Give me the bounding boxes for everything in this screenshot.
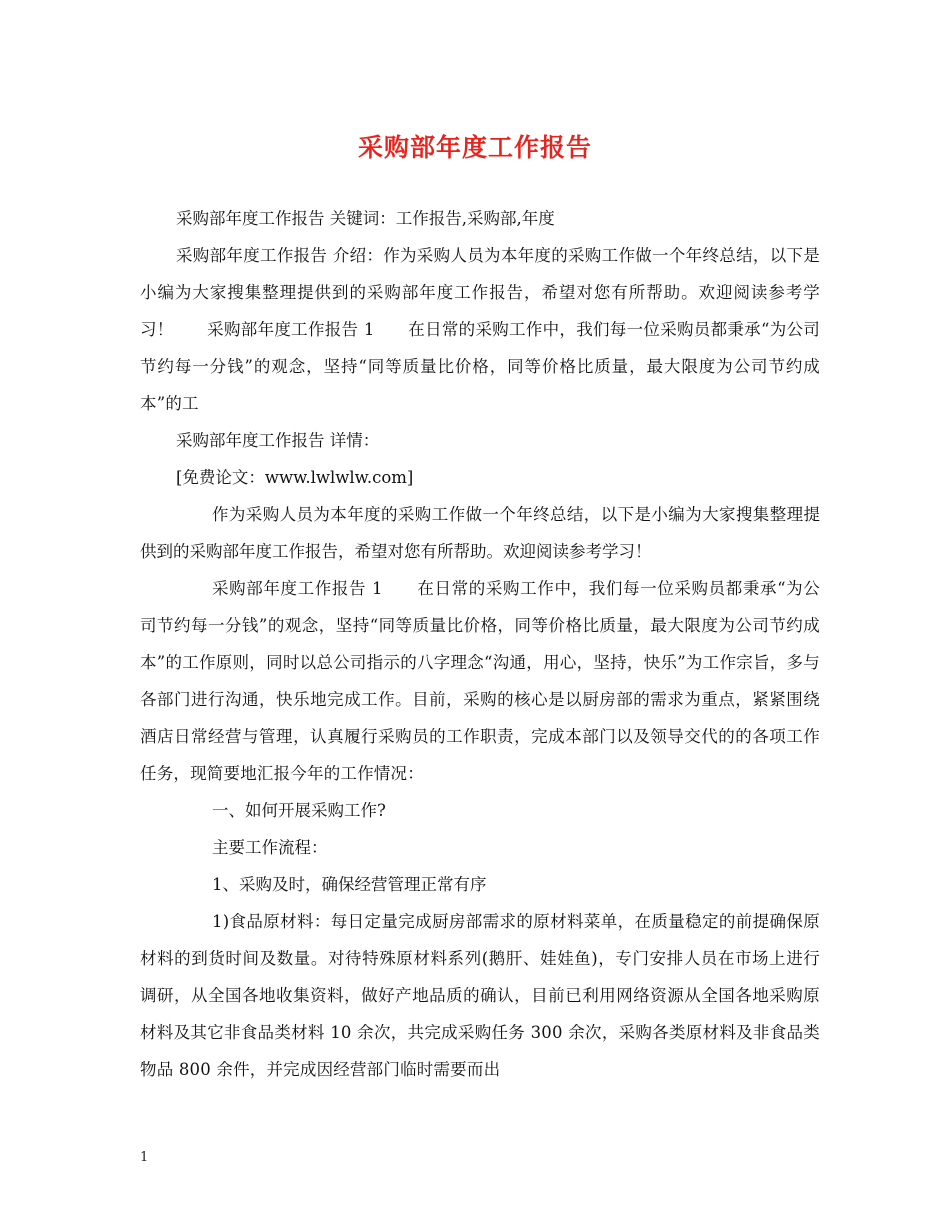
document-body <box>140 200 820 1088</box>
keywords-paragraph: 采购部年度工作报告 关键词：工作报告,采购部,年度 <box>176 209 555 228</box>
summary-paragraph: 作为采购人员为本年度的采购工作做一个年终总结，以下是小编为大家搜集整理提供到的采购部年度工作报告，希望对您有所帮助。欢迎阅读参考学习！ <box>140 505 820 561</box>
intro-paragraph: 采购部年度工作报告 介绍：作为采购人员为本年度的采购工作做一个年终总结，以下是小编为大家搜集整理提供到的采购部年度工作报告，希望对您有所帮助。欢迎阅读参考学习！ 采购部年度工作报告 1 在日常的采购工作中，我们每一位采购员都秉承“为公司节约每一分钱”的观念，坚持“同等质量比价格，同等价格比质量，最大限度为公司节约成本”的工 <box>140 246 820 413</box>
section-heading: 一、如何开展采购工作? <box>212 801 386 820</box>
document-title: 采购部年度工作报告 <box>357 133 592 162</box>
workflow-heading: 主要工作流程： <box>212 838 328 857</box>
source-link-text: [免费论文：www.lwlwlw.com] <box>176 468 414 487</box>
subsection-heading: 1、采购及时，确保经营管理正常有序 <box>212 875 487 894</box>
food-materials-paragraph: 1)食品原材料：每日定量完成厨房部需求的原材料菜单，在质量稳定的前提确保原材料的到货时间及数量。对待特殊原材料系列(鹅肝、娃娃鱼)，专门安排人员在市场上进行调研，从全国各地收集资料，做好产地品质的确认，目前已利用网络资源从全国各地采购原材料及其它非食品类材料 10 余次，共完成采购任务 300 余次，采购各类原材料及非食品类物品 800 余件，并完成因经营部门临时需要而出 <box>140 912 820 1079</box>
page-number: 1 <box>140 1150 149 1165</box>
report-paragraph: 采购部年度工作报告 1 在日常的采购工作中，我们每一位采购员都秉承“为公司节约每一分钱”的观念，坚持“同等质量比价格，同等价格比质量，最大限度为公司节约成本”的工作原则，同时以总公司指示的八字理念“沟通，用心，坚持，快乐”为工作宗旨，多与各部门进行沟通，快乐地完成工作。目前，采购的核心是以厨房部的需求为重点，紧紧围绕酒店日常经营与管理，认真履行采购员的工作职责，完成本部门以及领导交代的的各项工作任务，现简要地汇报今年的工作情况： <box>140 579 820 783</box>
details-label: 采购部年度工作报告 详情： <box>176 431 380 450</box>
